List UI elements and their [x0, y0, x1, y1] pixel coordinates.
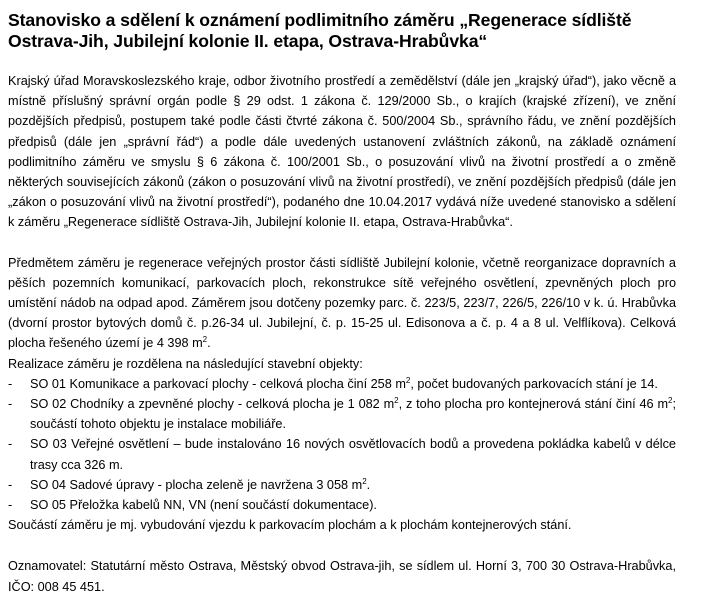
list-item-text: SO 01 Komunikace a parkovací plochy - celková plocha činí 258 m: [30, 376, 406, 391]
notifier-paragraph: Oznamovatel: Statutární město Ostrava, Městský obvod Ostrava-jih, se sídlem ul. Horní 3, 700 30 Ostrava-Hrabůvka, IČO: 008 45 451.: [8, 559, 676, 594]
list-dash: -: [8, 397, 13, 412]
list-item-text-cont: , počet budovaných parkovacích stání je 14.: [410, 376, 658, 391]
building-objects-list: [8, 374, 676, 515]
document-title: Stanovisko a sdělení k oznámení podlimitního záměru „Regenerace sídliště Ostrava-Jih, Jubilejní kolonie II. etapa, Ostrava-Hrabůvka“: [8, 10, 632, 51]
list-item-text: SO 04 Sadové úpravy - plocha zeleně je navržena 3 058 m: [30, 477, 363, 492]
list-dash: -: [8, 477, 13, 492]
area-exponent: 2: [362, 476, 367, 486]
area-exponent: 2: [394, 395, 399, 405]
spacer: [8, 535, 676, 556]
list-item: [8, 495, 676, 515]
list-dash: -: [8, 498, 13, 513]
subject-paragraph: [8, 253, 676, 354]
list-item-text: SO 02 Chodníky a zpevněné plochy - celková plocha je 1 082 m: [30, 397, 395, 412]
realization-intro: Realizace záměru je rozdělena na následující stavební objekty:: [8, 356, 363, 371]
area-exponent: 2: [405, 375, 411, 385]
list-dash: -: [8, 437, 13, 452]
list-item-text-end: ; součástí tohoto objektu je instalace mobiliáře.: [30, 397, 676, 432]
list-item: [8, 434, 676, 474]
list-item-text-cont: .: [366, 477, 371, 492]
part-of-paragraph: Součástí záměru je mj. vybudování vjezdu k parkovacím plochám a k plochám kontejnerových stání.: [8, 518, 572, 533]
list-item: [8, 394, 676, 434]
list-dash: -: [8, 376, 13, 391]
intro-paragraph: Krajský úřad Moravskoslezského kraje, odbor životního prostředí a zemědělství (dále jen „krajský úřad“), jako věcně a místně příslušný správní orgán podle § 29 odst. 1 zákona č. 129/2000 Sb., o krajích (krajské zřízení), ve znění pozdějších předpisů, postupem také podle části čtvrté zákona č. 500/2004 Sb., správního řádu, ve znění pozdějších předpisů (dále jen „správní řád“) a podle dále uvedených ustanovení zvláštních zákonů, na základě oznámení podlimitního záměru ve smyslu § 6 zákona č. 100/2001 Sb., o posuzování vlivů na životní prostředí a o změně některých souvisejících zákonů (zákon o posuzování vlivů na životní prostředí), ve znění pozdějších předpisů (dále jen „zákon o posuzování vlivů na životní prostředí“), podaného dne 10.04.2017 vydává níže uvedené stanovisko a sdělení k záměru „Regenerace sídliště Ostrava-Jih, Jubilejní kolonie II. etapa, Ostrava-Hrabůvka“.: [8, 74, 676, 230]
area-exponent: 2: [668, 395, 673, 405]
list-item: [8, 475, 676, 495]
list-item: [8, 374, 676, 394]
list-item-text-cont: , z toho plocha pro kontejnerová stání činí 46 m: [398, 397, 669, 412]
subject-text-end: .: [207, 336, 211, 351]
list-item-text: SO 05 Přeložka kabelů NN, VN (není součástí dokumentace).: [30, 498, 377, 513]
document-page: [8, 10, 676, 597]
subject-text: Předmětem záměru je regenerace veřejných prostor části sídliště Jubilejní kolonie, včetně reorganizace dopravních a pěších pozemních komunikací, parkovacích ploch, rekonstrukce sítě veřejného osvětlení, zpevněných ploch pro umístění nádob na odpad apod. Záměrem jsou dotčeny pozemky parc. č. 223/5, 223/7, 226/5, 226/10 v k. ú. Hrabůvka (dvorní prostor bytových domů č. p.26-34 ul. Jubilejní, č. p. 15-25 ul. Edisonova a č. p. 4 a 8 ul. Velflíkova). Celková plocha řešeného území je 4 398 m: [8, 255, 676, 351]
list-item-text: SO 03 Veřejné osvětlení – bude instalováno 16 nových osvětlovacích bodů a provedena pokládka kabelů v délce trasy cca 326 m.: [30, 437, 676, 472]
subject-area-exponent: 2: [202, 335, 208, 345]
